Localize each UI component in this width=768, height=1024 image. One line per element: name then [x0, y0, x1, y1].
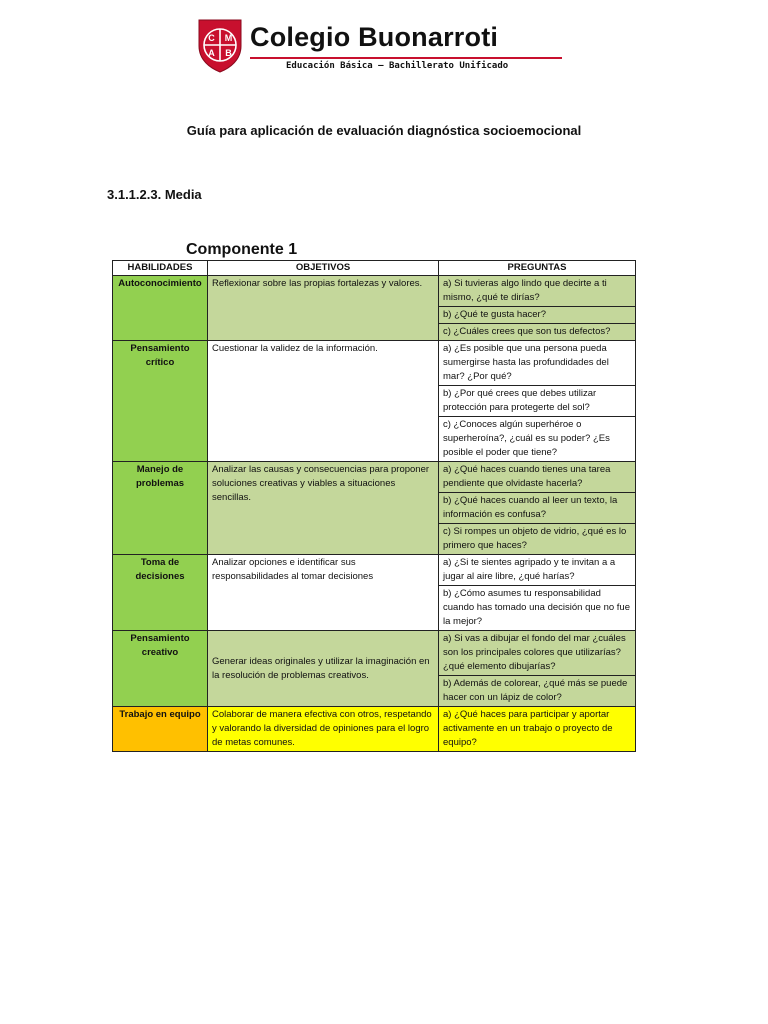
skill-name: Pensamiento creativo	[113, 631, 208, 707]
skill-objective: Reflexionar sobre las propias fortalezas y valores.	[208, 276, 439, 341]
skill-question: a) ¿Qué haces cuando tienes una tarea pendiente que olvidaste hacerla?	[439, 462, 636, 493]
document-title: Guía para aplicación de evaluación diagnóstica socioemocional	[186, 123, 582, 138]
table-row	[113, 631, 636, 676]
skill-question: a) Si tuvieras algo lindo que decirte a ti mismo, ¿qué te dirías?	[439, 276, 636, 307]
skill-question: b) ¿Cómo asumes tu responsabilidad cuando has tomado una decisión que no fue la mejor?	[439, 586, 636, 631]
skill-question: b) ¿Por qué crees que debes utilizar protección para protegerte del sol?	[439, 386, 636, 417]
table-row	[113, 462, 636, 493]
school-header	[196, 16, 576, 74]
school-shield-logo	[196, 16, 244, 74]
table-row	[113, 707, 636, 752]
header-divider	[250, 57, 562, 59]
skill-question: b) Además de colorear, ¿qué más se puede hacer con un lápiz de color?	[439, 676, 636, 707]
skill-objective: Cuestionar la validez de la información.	[208, 341, 439, 462]
shield-letter: M	[224, 33, 233, 43]
skill-question: c) ¿Cuáles crees que son tus defectos?	[439, 324, 636, 341]
skill-question: c) ¿Conoces algún superhéroe o superheroína?, ¿cuál es su poder? ¿Es posible el poder que tiene?	[439, 417, 636, 462]
table-row	[113, 555, 636, 586]
skill-question: c) Si rompes un objeto de vidrio, ¿qué es lo primero que haces?	[439, 524, 636, 555]
component-title: Componente 1	[186, 241, 298, 258]
skill-name: Toma de decisiones	[113, 555, 208, 631]
skill-name: Manejo de problemas	[113, 462, 208, 555]
header-habilidades: HABILIDADES	[113, 261, 208, 276]
shield-letter: B	[225, 48, 232, 58]
table-header-row	[113, 261, 636, 276]
skill-question: a) ¿Qué haces para participar y aportar activamente en un trabajo o proyecto de equipo?	[439, 707, 636, 752]
skill-objective: Analizar las causas y consecuencias para proponer soluciones creativas y viables a situaciones sencillas.	[208, 462, 439, 555]
shield-letter: C	[208, 33, 215, 43]
header-preguntas: PREGUNTAS	[439, 261, 636, 276]
section-heading: 3.1.1.2.3. Media	[107, 187, 202, 202]
table-row	[113, 341, 636, 386]
table-row	[113, 276, 636, 307]
skill-objective: Analizar opciones e identificar sus responsabilidades al tomar decisiones	[208, 555, 439, 631]
skill-question: a) ¿Si te sientes agripado y te invitan a a jugar al aire libre, ¿qué harías?	[439, 555, 636, 586]
school-tagline: Educación Básica – Bachillerato Unificado	[286, 61, 509, 71]
header-objetivos: OBJETIVOS	[208, 261, 439, 276]
skill-name: Pensamiento crítico	[113, 341, 208, 462]
skill-question: a) ¿Es posible que una persona pueda sumergirse hasta las profundidades del mar? ¿Por qué?	[439, 341, 636, 386]
skill-objective: Colaborar de manera efectiva con otros, respetando y valorando la diversidad de opiniones para el logro de metas comunes.	[208, 707, 439, 752]
skill-question: b) ¿Qué te gusta hacer?	[439, 307, 636, 324]
skill-objective: Generar ideas originales y utilizar la imaginación en la resolución de problemas creativos.	[208, 631, 439, 707]
skill-question: a) Si vas a dibujar el fondo del mar ¿cuáles son los principales colores que utilizarías? ¿qué elemento dibujarías?	[439, 631, 636, 676]
skill-name: Trabajo en equipo	[113, 707, 208, 752]
school-name: Colegio Buonarroti	[250, 22, 499, 52]
shield-letter: A	[208, 48, 215, 58]
skill-question: b) ¿Qué haces cuando al leer un texto, la información es confusa?	[439, 493, 636, 524]
skills-table	[112, 260, 636, 752]
skill-name: Autoconocimiento	[113, 276, 208, 341]
